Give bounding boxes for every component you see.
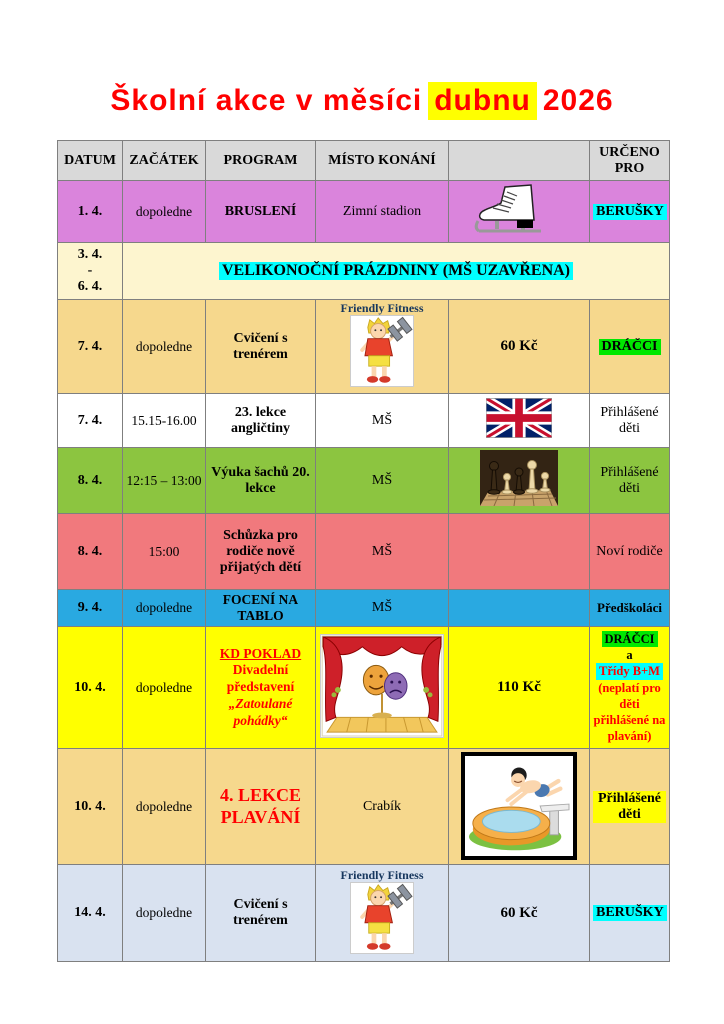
cell-image — [449, 749, 590, 865]
cell-empty — [449, 514, 590, 590]
datum-from: 3. 4. — [77, 247, 103, 262]
program-show-type: Divadelní představení — [226, 662, 295, 695]
cell-image — [449, 394, 590, 448]
cell-image — [449, 448, 590, 514]
cell-datum: 7. 4. — [58, 394, 123, 448]
datum-dash: - — [87, 263, 93, 278]
cell-urceno: Noví rodiče — [590, 514, 670, 590]
cell-image — [316, 300, 449, 394]
cell-zacatek: 15.15-16.00 — [123, 394, 206, 448]
header-urceno-line1: URČENO — [599, 144, 660, 160]
cell-zacatek: dopoledne — [123, 300, 206, 394]
header-extra — [449, 141, 590, 181]
program-venue: KD POKLAD — [219, 645, 302, 661]
cell-datum: 1. 4. — [58, 181, 123, 243]
cell-datum: 14. 4. — [58, 865, 123, 962]
event-row-cviceni-2 — [58, 865, 670, 962]
cell-program — [206, 627, 316, 749]
cell-program: Cvičení s trenérem — [206, 865, 316, 962]
header-row — [58, 141, 670, 181]
cell-misto: MŠ — [316, 514, 449, 590]
program-show-name: „Zatoulané pohádky“ — [228, 696, 293, 728]
urceno-badge: BERUŠKY — [593, 905, 667, 921]
cell-misto: MŠ — [316, 448, 449, 514]
header-misto: MÍSTO KONÁNÍ — [316, 141, 449, 181]
cell-program: Výuka šachů 20. lekce — [206, 448, 316, 514]
cell-program: Schůzka pro rodiče nově přijatých dětí — [206, 514, 316, 590]
cell-datum: 10. 4. — [58, 627, 123, 749]
cell-price: 110 Kč — [449, 627, 590, 749]
chess-icon — [480, 450, 558, 506]
cell-zacatek: dopoledne — [123, 749, 206, 865]
cell-urceno: Předškoláci — [590, 590, 670, 627]
cell-empty — [449, 590, 590, 627]
fitness-boy-icon — [351, 883, 413, 953]
cell-zacatek: dopoledne — [123, 590, 206, 627]
cell-misto: MŠ — [316, 590, 449, 627]
cell-image — [316, 865, 449, 962]
cell-image — [449, 181, 590, 243]
header-zacatek: ZAČÁTEK — [123, 141, 206, 181]
event-row-anglictina — [58, 394, 670, 448]
cell-misto: Zimní stadion — [316, 181, 449, 243]
cell-program: 4. LEKCE PLAVÁNÍ — [206, 749, 316, 865]
cell-datum: 10. 4. — [58, 749, 123, 865]
header-urceno — [590, 141, 670, 181]
cell-urceno — [590, 865, 670, 962]
cell-program: Cvičení s trenérem — [206, 300, 316, 394]
cell-datum-range — [58, 243, 123, 300]
cell-datum: 7. 4. — [58, 300, 123, 394]
header-program: PROGRAM — [206, 141, 316, 181]
cell-program: BRUSLENÍ — [206, 181, 316, 243]
event-row-cviceni-1 — [58, 300, 670, 394]
fitness-boy-icon — [351, 316, 413, 386]
header-urceno-line2: PRO — [614, 160, 645, 176]
cell-price: 60 Kč — [449, 300, 590, 394]
events-table — [57, 140, 670, 962]
event-row-bruslení — [58, 181, 670, 243]
event-row-divadlo — [58, 627, 670, 749]
holiday-announcement: VELIKONOČNÍ PRÁZDNINY (MŠ UZAVŘENA) — [219, 262, 573, 280]
cell-image — [316, 627, 449, 749]
event-row-plavani — [58, 749, 670, 865]
urceno-group-2: Třídy B+M — [596, 663, 663, 679]
cell-urceno — [590, 627, 670, 749]
datum-to: 6. 4. — [77, 279, 103, 294]
event-row-foceni — [58, 590, 670, 627]
urceno-conjunction: a — [626, 648, 633, 663]
title-prefix: Školní akce v měsíci — [110, 84, 423, 117]
swimming-pool-icon — [465, 756, 573, 856]
uk-flag-icon — [486, 398, 552, 438]
cell-zacatek: dopoledne — [123, 627, 206, 749]
cell-urceno: Přihlášené děti — [590, 448, 670, 514]
cell-misto: MŠ — [316, 394, 449, 448]
urceno-badge: BERUŠKY — [593, 204, 667, 220]
title-suffix: 2026 — [542, 84, 614, 117]
cell-urceno — [590, 300, 670, 394]
event-row-prazdniny — [58, 243, 670, 300]
cell-program: FOCENÍ NA TABLO — [206, 590, 316, 627]
header-datum: DATUM — [58, 141, 123, 181]
event-row-sachy — [58, 448, 670, 514]
cell-urceno — [590, 749, 670, 865]
event-row-schuzka — [58, 514, 670, 590]
cell-zacatek: 15:00 — [123, 514, 206, 590]
page-title — [0, 0, 724, 120]
fitness-image-caption: Friendly Fitness — [340, 867, 424, 882]
urceno-badge: Přihlášené děti — [593, 791, 666, 823]
urceno-note: (neplatí pro děti přihlášené na plavání) — [593, 680, 666, 744]
urceno-badge: DRÁČCI — [599, 339, 661, 355]
cell-datum: 8. 4. — [58, 448, 123, 514]
cell-misto: Crabík — [316, 749, 449, 865]
cell-urceno — [590, 181, 670, 243]
cell-announcement — [123, 243, 670, 300]
title-highlight: dubnu — [428, 82, 537, 120]
cell-zacatek: dopoledne — [123, 181, 206, 243]
cell-price: 60 Kč — [449, 865, 590, 962]
theater-stage-icon — [321, 635, 443, 737]
fitness-image-caption: Friendly Fitness — [340, 301, 424, 315]
cell-datum: 8. 4. — [58, 514, 123, 590]
urceno-group-1: DRÁČCI — [602, 631, 658, 647]
cell-program: 23. lekce angličtiny — [206, 394, 316, 448]
cell-zacatek: 12:15 – 13:00 — [123, 448, 206, 514]
cell-urceno: Přihlášené děti — [590, 394, 670, 448]
cell-zacatek: dopoledne — [123, 865, 206, 962]
ice-skate-icon — [471, 183, 567, 235]
cell-datum: 9. 4. — [58, 590, 123, 627]
